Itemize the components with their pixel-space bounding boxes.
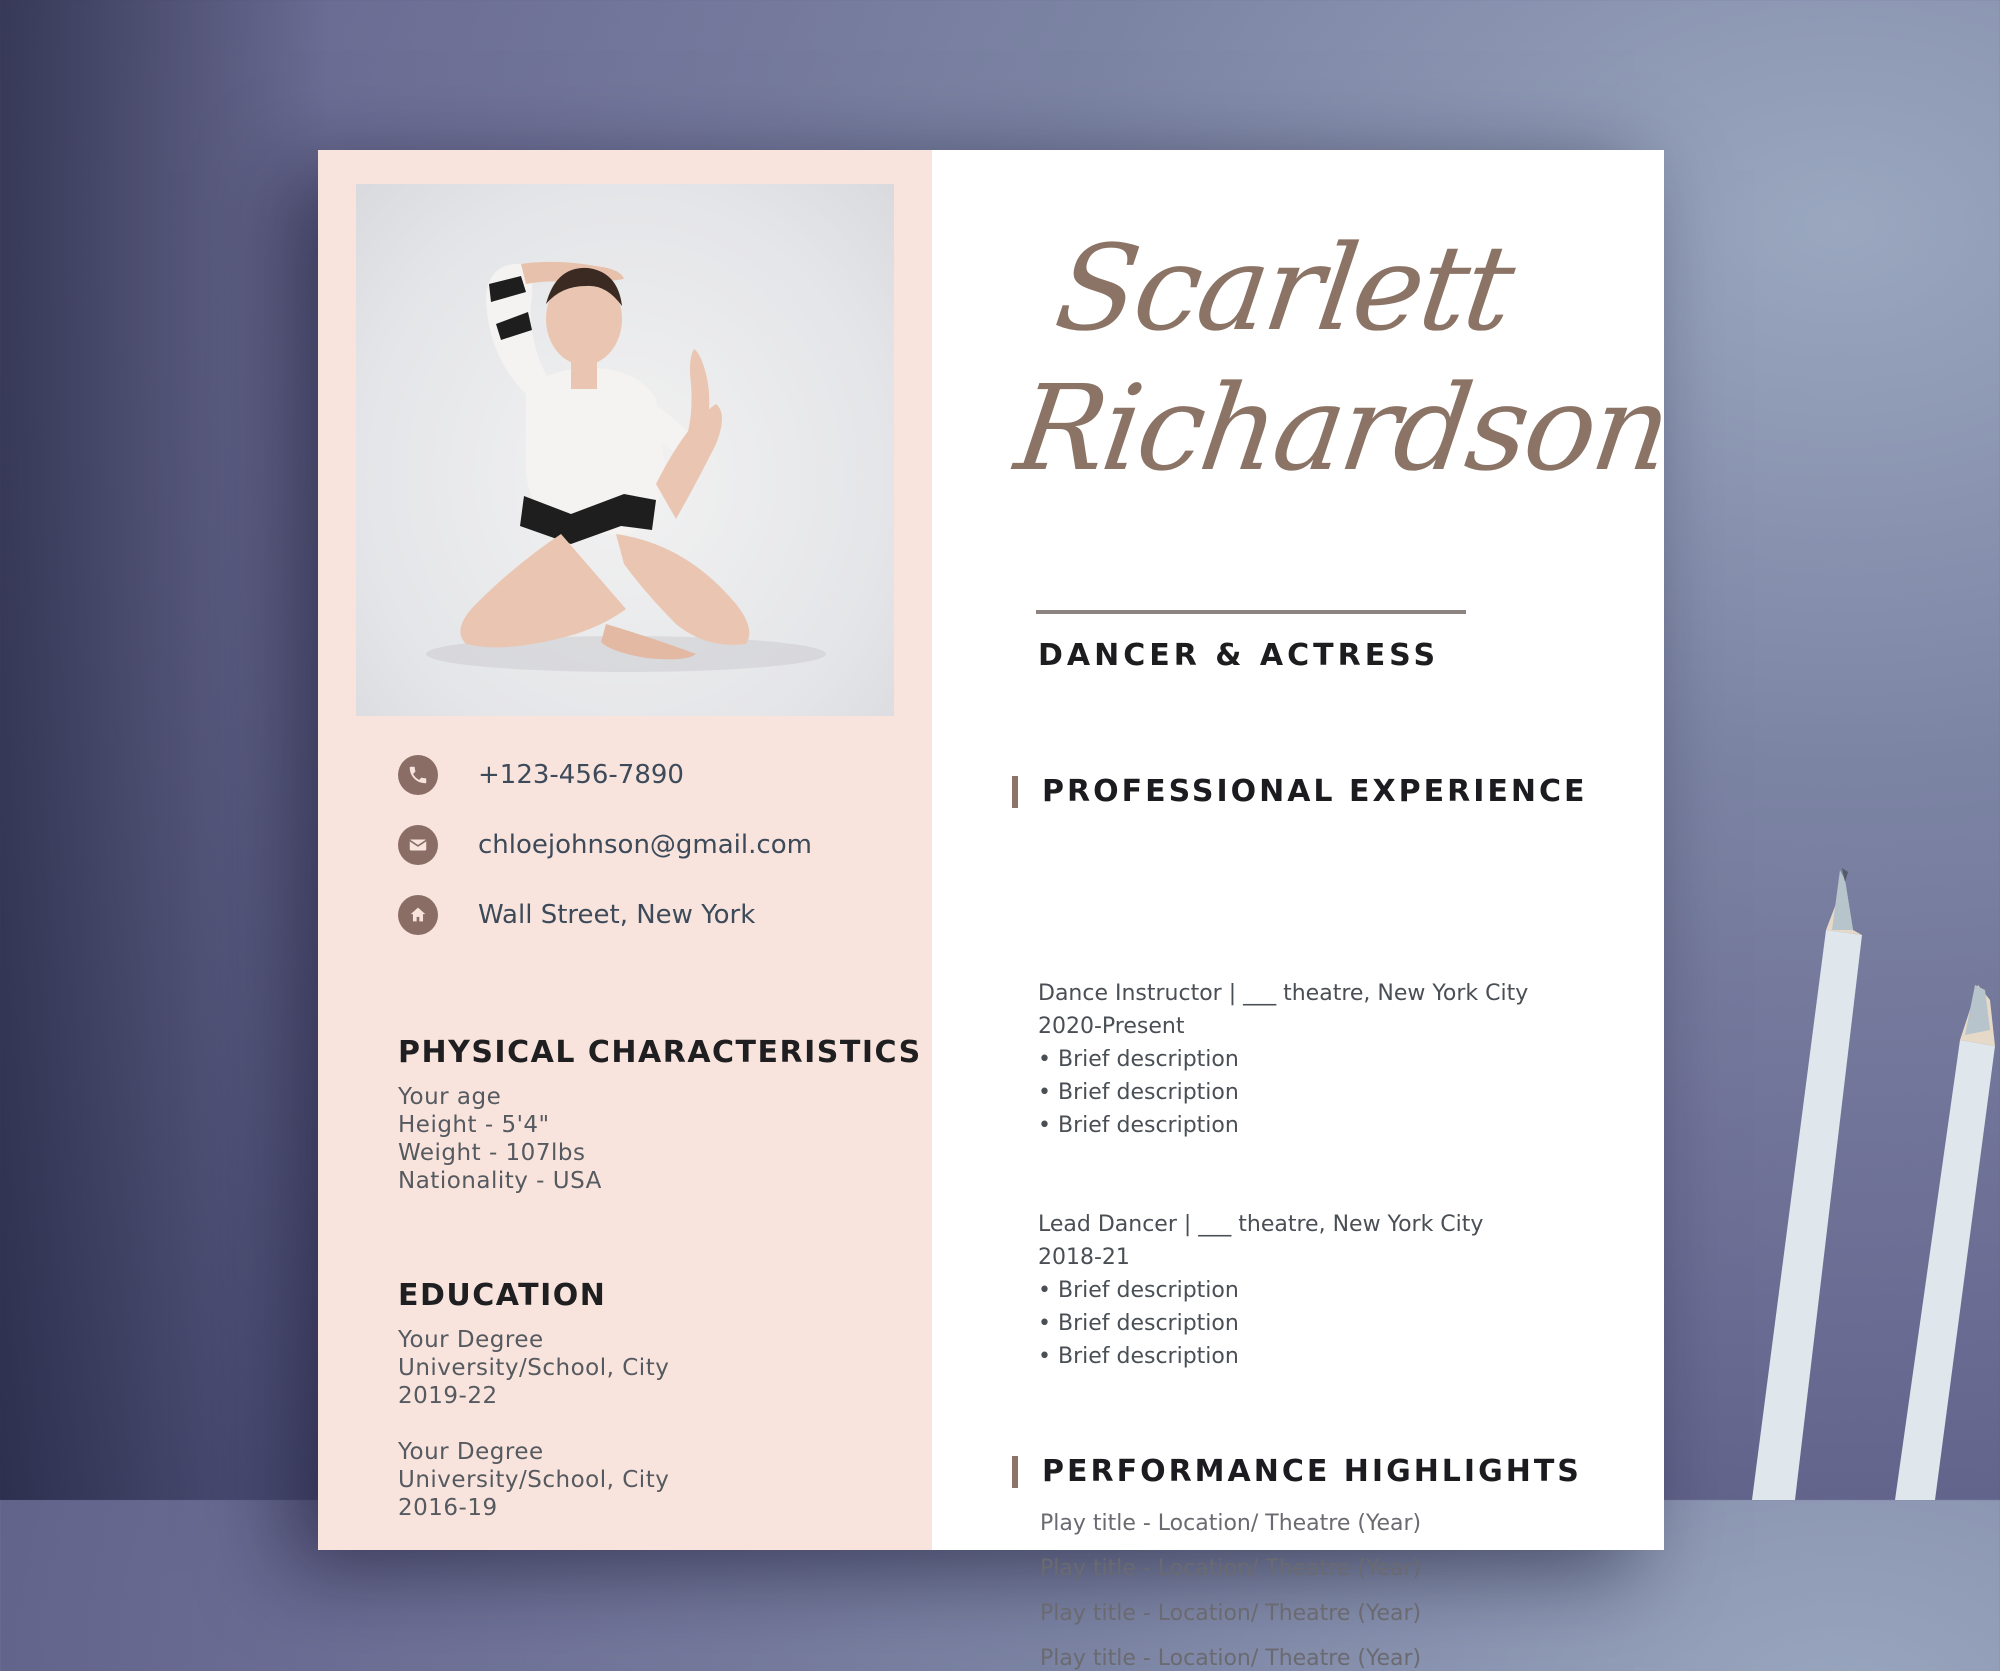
education-entry [398,1438,669,1522]
performance-item: Play title - Location/ Theatre (Year) [1040,1646,1422,1671]
physical-line: Height - 5'4" [398,1112,550,1138]
physical-line: Nationality - USA [398,1168,602,1194]
last-name: Richardson [1008,359,1677,497]
education-school: University/School, City [398,1355,670,1381]
experience-heading [1012,774,1587,809]
mail-icon [398,825,438,865]
job-entry [1038,977,1528,1142]
job-bullet: • Brief description [1038,1113,1239,1138]
job-role: Lead Dancer | ___ theatre, New York City [1038,1212,1484,1237]
physical-line: Weight - 107lbs [398,1140,586,1166]
performance-item: Play title - Location/ Theatre (Year) [1040,1511,1422,1536]
job-years: 2020-Present [1038,1014,1185,1039]
phone-number[interactable]: +123-456-7890 [478,760,684,790]
email-address[interactable]: chloejohnson@gmail.com [478,830,812,860]
job-bullet: • Brief description [1038,1080,1239,1105]
education-heading: EDUCATION [398,1278,607,1313]
job-bullet: • Brief description [1038,1278,1239,1303]
contact-address [398,893,755,937]
main-content [932,150,1677,1671]
profile-photo [356,184,894,716]
physical-heading: PHYSICAL CHARACTERISTICS [398,1035,922,1070]
education-school: University/School, City [398,1467,670,1493]
name-divider [1036,610,1466,614]
section-bar [1012,1456,1018,1488]
contact-phone [398,753,684,797]
education-years: 2019-22 [398,1383,498,1409]
resume-page [318,150,1677,1671]
performance-heading [1012,1454,1582,1489]
physical-line: Your age [398,1084,502,1110]
section-title: PROFESSIONAL EXPERIENCE [1042,774,1588,809]
job-bullet: • Brief description [1038,1344,1239,1369]
job-years: 2018-21 [1038,1245,1130,1270]
candidate-name [1008,218,1696,498]
phone-icon [398,755,438,795]
section-title: PERFORMANCE HIGHLIGHTS [1042,1454,1582,1489]
performance-item: Play title - Location/ Theatre (Year) [1040,1556,1422,1581]
education-entry [398,1326,669,1410]
left-sidebar [318,150,932,1550]
education-years: 2016-19 [398,1495,498,1521]
address: Wall Street, New York [478,900,756,930]
home-icon [398,895,438,935]
contact-email [398,823,812,867]
physical-list [398,1083,602,1195]
job-bullet: • Brief description [1038,1047,1239,1072]
performance-item: Play title - Location/ Theatre (Year) [1040,1601,1422,1626]
job-role: Dance Instructor | ___ theatre, New York City [1038,981,1529,1006]
education-degree: Your Degree [398,1327,544,1353]
job-title: DANCER & ACTRESS [1038,638,1440,673]
first-name: Scarlett [1048,219,1520,357]
job-entry [1038,1208,1483,1373]
section-bar [1012,776,1018,808]
education-degree: Your Degree [398,1439,544,1465]
job-bullet: • Brief description [1038,1311,1239,1336]
